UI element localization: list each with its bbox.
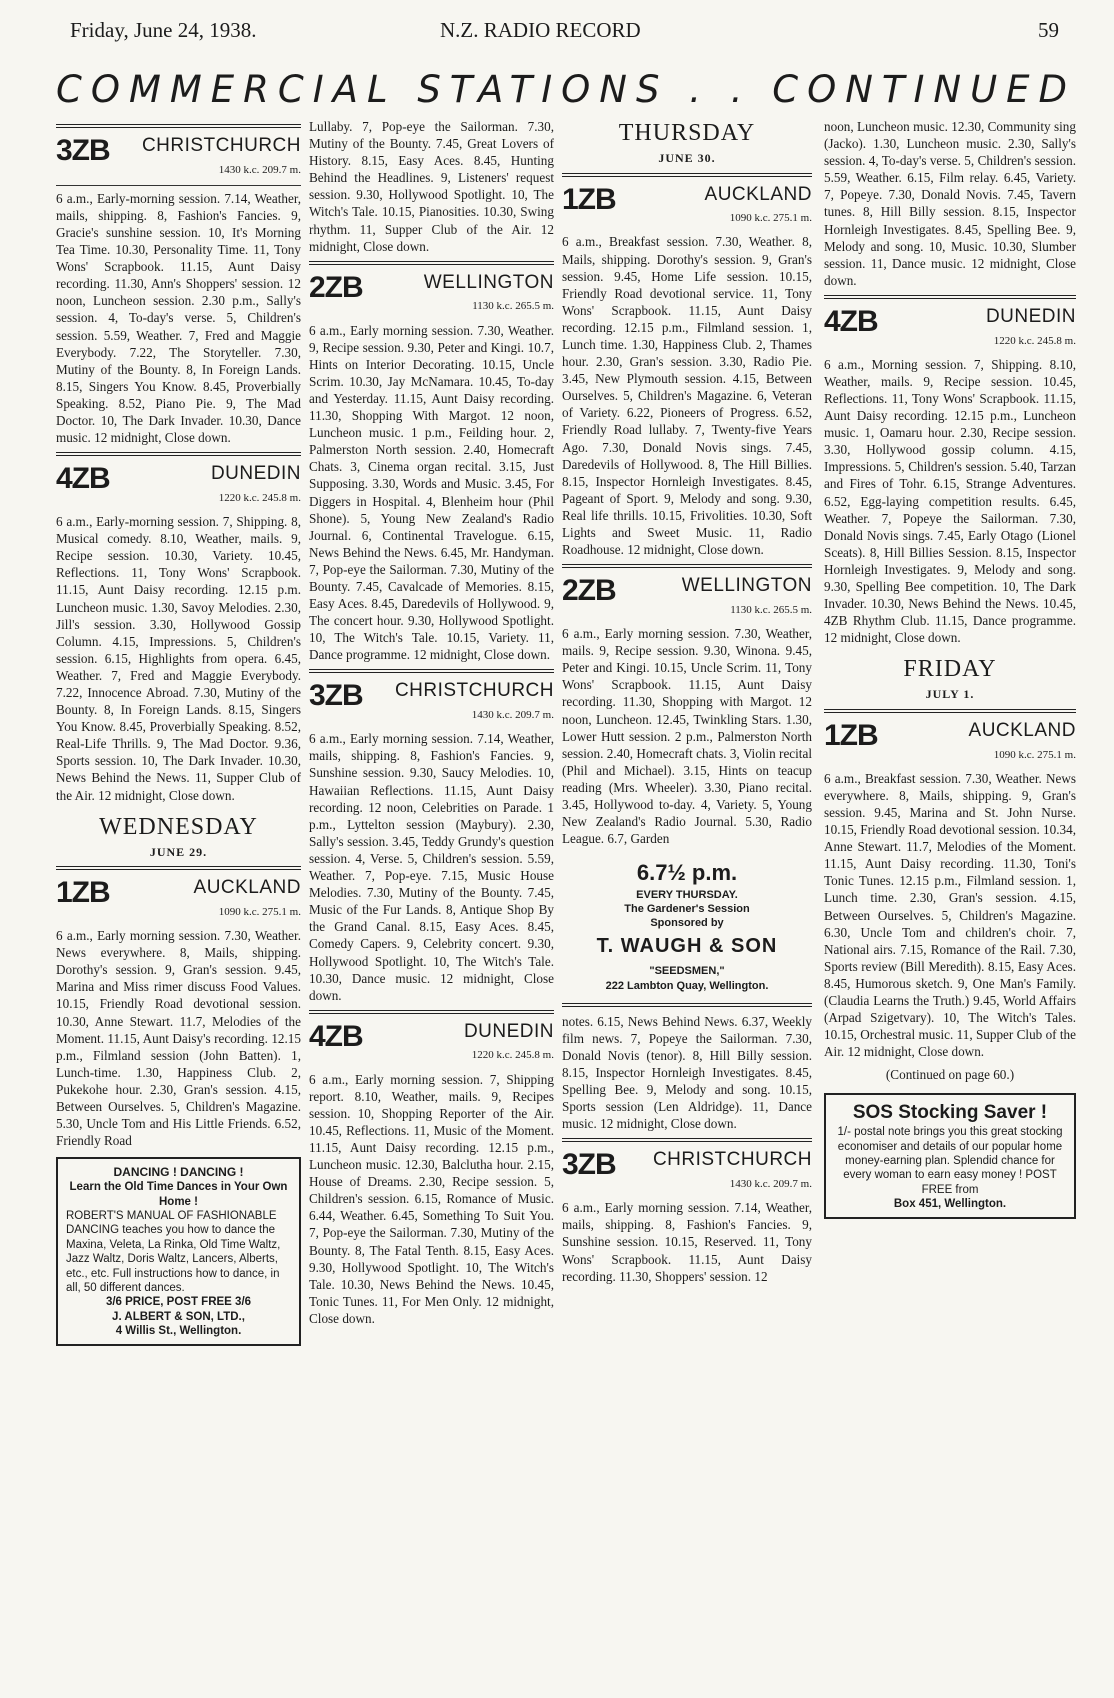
date-heading: JUNE 30. bbox=[658, 151, 716, 166]
divider bbox=[309, 1010, 554, 1014]
call-sign: 4ZB bbox=[309, 1019, 363, 1053]
station-frequency: 1090 k.c. 275.1 m. bbox=[729, 212, 812, 225]
stocking-advertisement bbox=[824, 1093, 1076, 1219]
schedule-text: 6 a.m., Morning session. 7, Shipping. 8.10, Weather, mails. 9, Recipe session. 10.45, Reflections. 11, Tony Wons' Scrapbook. 11.15, Aunt Daisy recording. 12.15 p.m., Luncheon music. 1, Oamaru hour. 2.30, Recipe session. 3.30, Hollywood gossip column. 4.15, Impressions. 5, Children's session. 5.40, Tarzan and Fires of Tohr. 6.15, Strange Adventures. 6.52, Egg-laying competition results. 6.45, Weather. 7, Popeye the Sailorman. 7.30, Donald Novis sings. 7.45, Early Otago (Lionel Sceats). 8, Hill Billies Session. 8.15, Inspector Hornleigh Investigates. 9, Melody and song. 9.30, Spelling Bee competition. 10, The Dark Invader. 10.30, News Behind the News. 10.45, 4ZB Rhythm Club. 11.15, Dance programme. 12 midnight, Close down. bbox=[824, 356, 1076, 646]
station-city: AUCKLAND bbox=[704, 183, 812, 205]
column-2 bbox=[309, 118, 554, 1331]
call-sign: 2ZB bbox=[309, 270, 363, 304]
divider bbox=[562, 1003, 812, 1007]
ad-firm: J. ALBERT & SON, LTD., bbox=[112, 1310, 245, 1323]
publication-title: N.Z. RADIO RECORD bbox=[440, 18, 641, 42]
divider bbox=[309, 669, 554, 673]
column-4 bbox=[824, 118, 1076, 1219]
station-frequency: 1130 k.c. 265.5 m. bbox=[472, 300, 554, 313]
ad-firm: T. WAUGH & SON bbox=[596, 935, 778, 958]
call-sign: 1ZB bbox=[562, 182, 616, 216]
divider bbox=[562, 1138, 812, 1142]
schedule-text: notes. 6.15, News Behind News. 6.37, Weekly film news. 7, Popeye the Sailorman. 7.30, Donald Novis (tenor). 8, Hill Billy session. 8.15, Inspector Hornleigh Investigates. 8.45, Spelling Bee. 9, Melody and song. 10.15, Sports session (Len Aldridge). 11, Dance music. 12 midnight, Close down. bbox=[562, 1013, 812, 1132]
station-city: WELLINGTON bbox=[423, 271, 554, 293]
station-header bbox=[309, 271, 554, 314]
station-header bbox=[562, 574, 812, 617]
divider bbox=[56, 452, 301, 456]
schedule-text: 6 a.m., Early morning session. 7.14, Weather, mails, shipping. 8, Fashion's Fancies. 9, Sunshine session. 9.30, Saucy Melodies. 10, Hawaiian Reflections. 11.15, Aunt Daisy recording. 12 noon, Celebrities on Parade. 1 p.m., Lyttelton session (Maybury). 2.30, Sally's session. 3.45, Teddy Grundy's question session. 4, Verse. 5, Children's session. 5.59, Weather. 7, Pop-eye. 7.15, Music House Melodies. 7.30, Mutiny of the Bounty. 7.45, Music of the Fur Lands. 8, Antique Shop By the Grand Canal. 8.15, Easy Aces. 8.45, Comedy Capers. 9, Celebrity concert. 9.30, Hollywood Spotlight. 10, The Witch's Tale. 10.30, Dance music. 12 midnight, Close down. bbox=[309, 731, 554, 1003]
station-city: CHRISTCHURCH bbox=[141, 135, 301, 156]
date-heading: JULY 1. bbox=[925, 687, 975, 702]
call-sign: 3ZB bbox=[562, 1148, 616, 1182]
ad-title: DANCING ! DANCING ! bbox=[113, 1165, 244, 1180]
schedule-text: noon, Luncheon music. 12.30, Community sing (Jacko). 1.30, Luncheon music. 2.30, Sally's session. 4, To-day's verse. 5, Children's session. 5.59, Weather. 6.15, Film relay. 6.45, Variety. 7, Popeye. 7.30, Donald Novis. 7.45, Tavern tunes. 8, Hill Billy session. 8.15, Inspector Hornleigh Investigates. 8.45, Spelling Bee. 9, Melody and song. 10, Music. 10.30, Slumber session. 11, Dance music. 12 midnight, Close down. bbox=[824, 119, 1076, 288]
station-city: DUNEDIN bbox=[985, 305, 1076, 327]
ad-title: SOS Stocking Saver ! bbox=[852, 1102, 1048, 1124]
call-sign: 3ZB bbox=[309, 679, 363, 713]
schedule-text: 6 a.m., Early morning session. 7.30, Weather. News everywhere. 8, Mails, shipping. Dorothy's session. 9, Gran's session. 9.45, Marina and Miss rimer discuss Food Values. 10.15, Friendly Road devotional session. 10.30, Anne Stewart. 11.7, Melodies of the Moment. 11.15, Aunt Daisy's recording. 12.15 p.m., Filmland session (John Batten). 1, Lunch-time. 1.30, Happiness Club. 2, Pukekohe hour. 2.30, Gran's session. 4.15, Between Ourselves. 5, Children's Magazine. 5.30, Uncle Tom and His Little Friends. 6.52, Friendly Road bbox=[56, 928, 301, 1149]
call-sign: 3ZB bbox=[56, 134, 110, 167]
gardener-advertisement bbox=[562, 859, 812, 993]
schedule-text: 6 a.m., Breakfast session. 7.30, Weather. 8, Mails, shipping. Dorothy's session. 9, Gran's session. 9.45, Home Life session. 10.15, Friendly Road devotional service. 11, Tony Wons' Scrapbook. 11.15, Aunt Daisy recording. 12.15 p.m., Filmland session. 1, Lunch time. 1.30, Happiness Club. 2, Thames hour. 2.30, Gran's session. 3.30, Radio Pie. 3.45, New Plymouth session. 4.15, Between Ourselves. 5, Children's Magazine. 6, Veteran of Variety. 6.22, Pioneers of Progress. 6.52, Friendly Road lullaby. 7, Twenty-five Years Ago. 7.30, Donald Novis sings. 7.45, Daredevils of Hollywood. 8, The Hill Billies. 8.15, Inspector Hornleigh Investigates. 8.45, Pageant of Sport. 9, Melody and song. 9.30, Real life thrills. 10.15, Frivolities. 10.30, Soft Lights and Sweet Music. 11, Radio Roadhouse. 12 midnight, Close down. bbox=[562, 234, 812, 558]
call-sign: 4ZB bbox=[56, 462, 110, 496]
ad-line: "SEEDSMEN," bbox=[649, 965, 725, 978]
ad-address: 222 Lambton Quay, Wellington. bbox=[605, 979, 769, 992]
ad-line: Sponsored by bbox=[650, 917, 724, 930]
station-city: WELLINGTON bbox=[681, 575, 812, 597]
station-header bbox=[309, 679, 554, 722]
schedule-text: 6 a.m., Early morning session. 7.14, Weather, mails, shipping. 8, Fashion's Fancies. 9, Sunshine session. 10.15, Reserved. 11, Tony Wons' Scrapbook. 11.15, Aunt Daisy recording. 11.30, Shoppers' session. 12 bbox=[562, 1200, 812, 1284]
continued-note: (Continued on page 60.) bbox=[885, 1067, 1015, 1083]
divider bbox=[562, 173, 812, 177]
station-header bbox=[824, 305, 1076, 348]
station-header bbox=[56, 462, 301, 505]
station-frequency: 1430 k.c. 209.7 m. bbox=[729, 1178, 812, 1191]
station-header bbox=[56, 134, 301, 177]
schedule-text: 6 a.m., Early morning session. 7, Shipping report. 8.10, Weather, mails. 9, Recipes session. 10, Shopping Reporter of the Air. 10.45, Reflections. 11, Music of the Moment. 11.15, Aunt Daisy recording. 12.15 p.m., Luncheon music. 12.30, Balclutha hour. 2.15, House of Dreams. 2.30, Recipe session. 5, Children's session. 6.15, Romance of Music. 6.44, Weather. 6.45, Something To Suit You. 7, Pop-eye the Sailorman. 7.30, Mutiny of the Bounty. 8, The Fatal Tenth. 8.15, Easy Aces. 9.30, Hollywood Spotlight. 10, The Witch's Tale. 10.30, News Behind the News. 10.45, Tonic Tunes. 11, For Men Only. 12 midnight, Close down. bbox=[309, 1071, 554, 1326]
day-heading: THURSDAY bbox=[618, 120, 756, 146]
station-header bbox=[562, 183, 812, 226]
station-city: DUNEDIN bbox=[463, 1020, 554, 1042]
dancing-advertisement bbox=[56, 1157, 301, 1346]
page-number: 59 bbox=[1038, 18, 1059, 42]
station-frequency: 1090 k.c. 275.1 m. bbox=[218, 905, 301, 918]
divider bbox=[56, 866, 301, 870]
call-sign: 2ZB bbox=[562, 574, 616, 608]
station-header bbox=[562, 1148, 812, 1191]
column-1 bbox=[56, 118, 301, 1346]
schedule-text: 6 a.m., Early morning session. 7.30, Weather, mails. 9, Recipe session. 9.30, Winona. 9.45, Peter and Kingi. 10.15, Uncle Scrim. 11, Tony Wons' Scrapbook. 11.15, Aunt Daisy recording. 11.30, Shopping with Margot. 12 noon, Luncheon. 12.45, Twinkling Stars. 1.30, Lower Hutt session. 2 p.m., Palmerston North session. 2.40, Homecraft chats. 3, Violin recital (Phil and Michael). 3.15, Hints on teacup reading (Mrs. Wheeler). 3.30, Piano recital. 3.45, Hollywood to-day. 4, Variety. 5, Young New Zealand's Radio Journal. 5.30, Radio League. 6.7, Garden bbox=[562, 626, 812, 847]
station-frequency: 1220 k.c. 245.8 m. bbox=[471, 1049, 554, 1062]
station-header bbox=[309, 1020, 554, 1063]
call-sign: 4ZB bbox=[824, 304, 878, 338]
station-city: CHRISTCHURCH bbox=[652, 1149, 812, 1171]
station-frequency: 1130 k.c. 265.5 m. bbox=[730, 603, 812, 616]
station-city: DUNEDIN bbox=[210, 463, 301, 485]
ad-body: ROBERT'S MANUAL OF FASHIONABLE DANCING teaches you how to dance the Maxina, Veleta, La Rinka, Old Time Waltz, Jazz Waltz, Doris Waltz, Lancers, Alberts, etc., etc. Full instructions how to dance, in all, 50 different dances. bbox=[66, 1210, 281, 1294]
station-frequency: 1090 k.c. 275.1 m. bbox=[993, 748, 1076, 761]
ad-price: 3/6 PRICE, POST FREE 3/6 bbox=[105, 1296, 252, 1309]
page-date: Friday, June 24, 1938. bbox=[70, 18, 257, 42]
station-header bbox=[824, 719, 1076, 762]
date-heading: JUNE 29. bbox=[149, 844, 208, 859]
station-frequency: 1430 k.c. 209.7 m. bbox=[471, 709, 554, 722]
ad-address: Box 451, Wellington. bbox=[893, 1198, 1007, 1211]
station-header bbox=[56, 876, 301, 919]
schedule-text: 6 a.m., Early morning session. 7.30, Weather. 9, Recipe session. 9.30, Peter and Kingi. 10.7, Hints on Interior Decorating. 10.15, Uncle Scrim. 10.30, Jay McNamara. 10.45, To-day and Yesterday. 11.15, Aunt Daisy recording. 11.30, Shopping With Margot. 12 noon, Luncheon music. 1 p.m., Feilding hour. 2, Palmerston North session. 2.40, Homecraft Chats. 3, Cinema organ recital. 3.15, Just Supposing. 3.30, Words and Music. 3.45, For Diggers in Hospital. 4, Blenheim hour (Phil Shone). 5, Young New Zealand's Radio Journal. 6, Continental Travelogue. 6.15, News Behind the News. 6.45, Mr. Handyman. 7, Pop-eye the Sailorman. 7.30, Mutiny of the Bounty. 7.45, Cavalcade of Memories. 8.15, Easy Aces. 8.45, Daredevils of Hollywood. 9, The concert hour. 9.30, Hollywood Spotlight. 10, The Witch's Tale. 10.15, Variety. 11, Dance programme. 12 midnight, Close down. bbox=[309, 322, 554, 663]
schedule-text: Lullaby. 7, Pop-eye the Sailorman. 7.30, Mutiny of the Bounty. 7.45, Great Lovers of History. 8.15, Easy Aces. 8.45, Hunting Behind the Headlines. 9, Listeners' request session. 9.30, Hollywood Spotlight. 10, The Witch's Tale. 10.15, Pianosities. 10.30, Swing rhythm. 11, Supper Club of the Air. 12 midnight, Close down. bbox=[309, 119, 554, 254]
column-3 bbox=[562, 118, 812, 1289]
divider bbox=[824, 295, 1076, 299]
divider bbox=[309, 261, 554, 265]
divider bbox=[562, 564, 812, 568]
station-frequency: 1220 k.c. 245.8 m. bbox=[993, 334, 1076, 347]
call-sign: 1ZB bbox=[824, 718, 878, 752]
schedule-text: 6 a.m., Early-morning session. 7.14, Weather, mails, shipping. 8, Fashion's Fancies. 9, Gracie's sunshine session. 10, It's Morning Tea Time. 10.30, Personality Time. 11, Tony Wons' Scrapbook. 11.15, Aunt Daisy recording. 11.30, Ann's Shoppers' session. 12 noon, Luncheon session. 2.30 p.m., Sally's session. 4, To-day's verse. 5, Children's session. 5.59, Weather. 7, Fred and Maggie Everybody. 7.22, The Storyteller. 7.30, Mutiny of the Bounty. 8, In Foreign Lands. 8.15, Singers You Know. 8.45, Proverbially Speaking. 8.52, Piano Pie. 9, The Mad Doctor. 10, The Dark Invader. 10.30, Dance music. 12 midnight, Close down. bbox=[56, 190, 301, 446]
schedule-text: 6 a.m., Breakfast session. 7.30, Weather. News everywhere. 8, Mails, shipping. 9, Gran's session. 9.45, Marina and St. John Nurse. 10.15, Friendly Road devotional session. 10.34, Anne Stewart. 11.7, Melodies of the Moment. 11.15, Aunt Daisy recording. 11.30, Toni's Tonic Tunes. 12.15 p.m., Filmland session. 1, Lunch time. 2.30, Gran's session. 4.15, Between Ourselves. 5, Children's Magazine. 6.30, Uncle Tom and children's choir. 7, National airs. 7.15, Romance of the Rail. 7.30, Sports review (Bill Meredith). 8.15, Easy Aces. 8.45, Humorous sketch. 9, One Man's Family. (Claudia Learns the Truth.) 9.45, World Affairs (Arpad Szigetvary). 10, The Witch's Tales. 10.15, Orchestral music. 11, Supper Club of the Air. 12 midnight, Close down. bbox=[824, 770, 1077, 1060]
day-heading: WEDNESDAY bbox=[99, 813, 258, 840]
ad-time: 6.7½ p.m. bbox=[636, 860, 738, 886]
ad-subtitle: Learn the Old Time Dances in Your Own Home ! bbox=[69, 1181, 288, 1208]
divider bbox=[824, 709, 1076, 713]
divider bbox=[56, 124, 301, 128]
call-sign: 1ZB bbox=[56, 876, 110, 910]
station-city: AUCKLAND bbox=[193, 877, 301, 899]
ad-line: EVERY THURSDAY. bbox=[636, 888, 738, 901]
station-frequency: 1430 k.c. 209.7 m. bbox=[218, 163, 301, 176]
schedule-text: 6 a.m., Early-morning session. 7, Shipping. 8, Musical comedy. 8.10, Weather, mails. 9, Recipe session. 10.30, Variety. 10.45, Reflections. 11, Tony Wons' Scrapbook. 11.15, Aunt Daisy recording. 12.15 p.m. Luncheon music. 1.30, Savoy Melodies. 2.30, Jill's session. 3.30, Hollywood Gossip Column. 4.15, Impressions. 5, Children's session. 6.15, Highlights from opera. 6.45, Weather. 7, Fred and Maggie Everybody. 7.22, Innocence Abroad. 7.30, Mutiny of the Bounty. 8, In Foreign Lands. 8.15, Singers You Know. 8.45, Proverbially Speaking. 8.52, Real-Life Thrills. 9, The Mad Doctor. 9.36, Sports session. 10, The Dark Invader. 10.30, News Behind the News. 11, Supper Club of the Air. 12 midnight, Close down. bbox=[56, 514, 301, 803]
ad-body: 1/- postal note brings you this great stocking economiser and details of our popular home money-earning plan. Splendid chance for every woman to earn easy money ! POST FREE from bbox=[837, 1126, 1063, 1196]
station-city: CHRISTCHURCH bbox=[394, 680, 554, 702]
ad-line: The Gardener's Session bbox=[624, 902, 750, 915]
day-heading: FRIDAY bbox=[903, 656, 997, 683]
station-city: AUCKLAND bbox=[968, 719, 1076, 741]
section-banner: COMMERCIAL STATIONS . . CONTINUED bbox=[56, 68, 1077, 111]
station-frequency: 1220 k.c. 245.8 m. bbox=[218, 491, 301, 504]
ad-address: 4 Willis St., Wellington. bbox=[115, 1325, 242, 1338]
